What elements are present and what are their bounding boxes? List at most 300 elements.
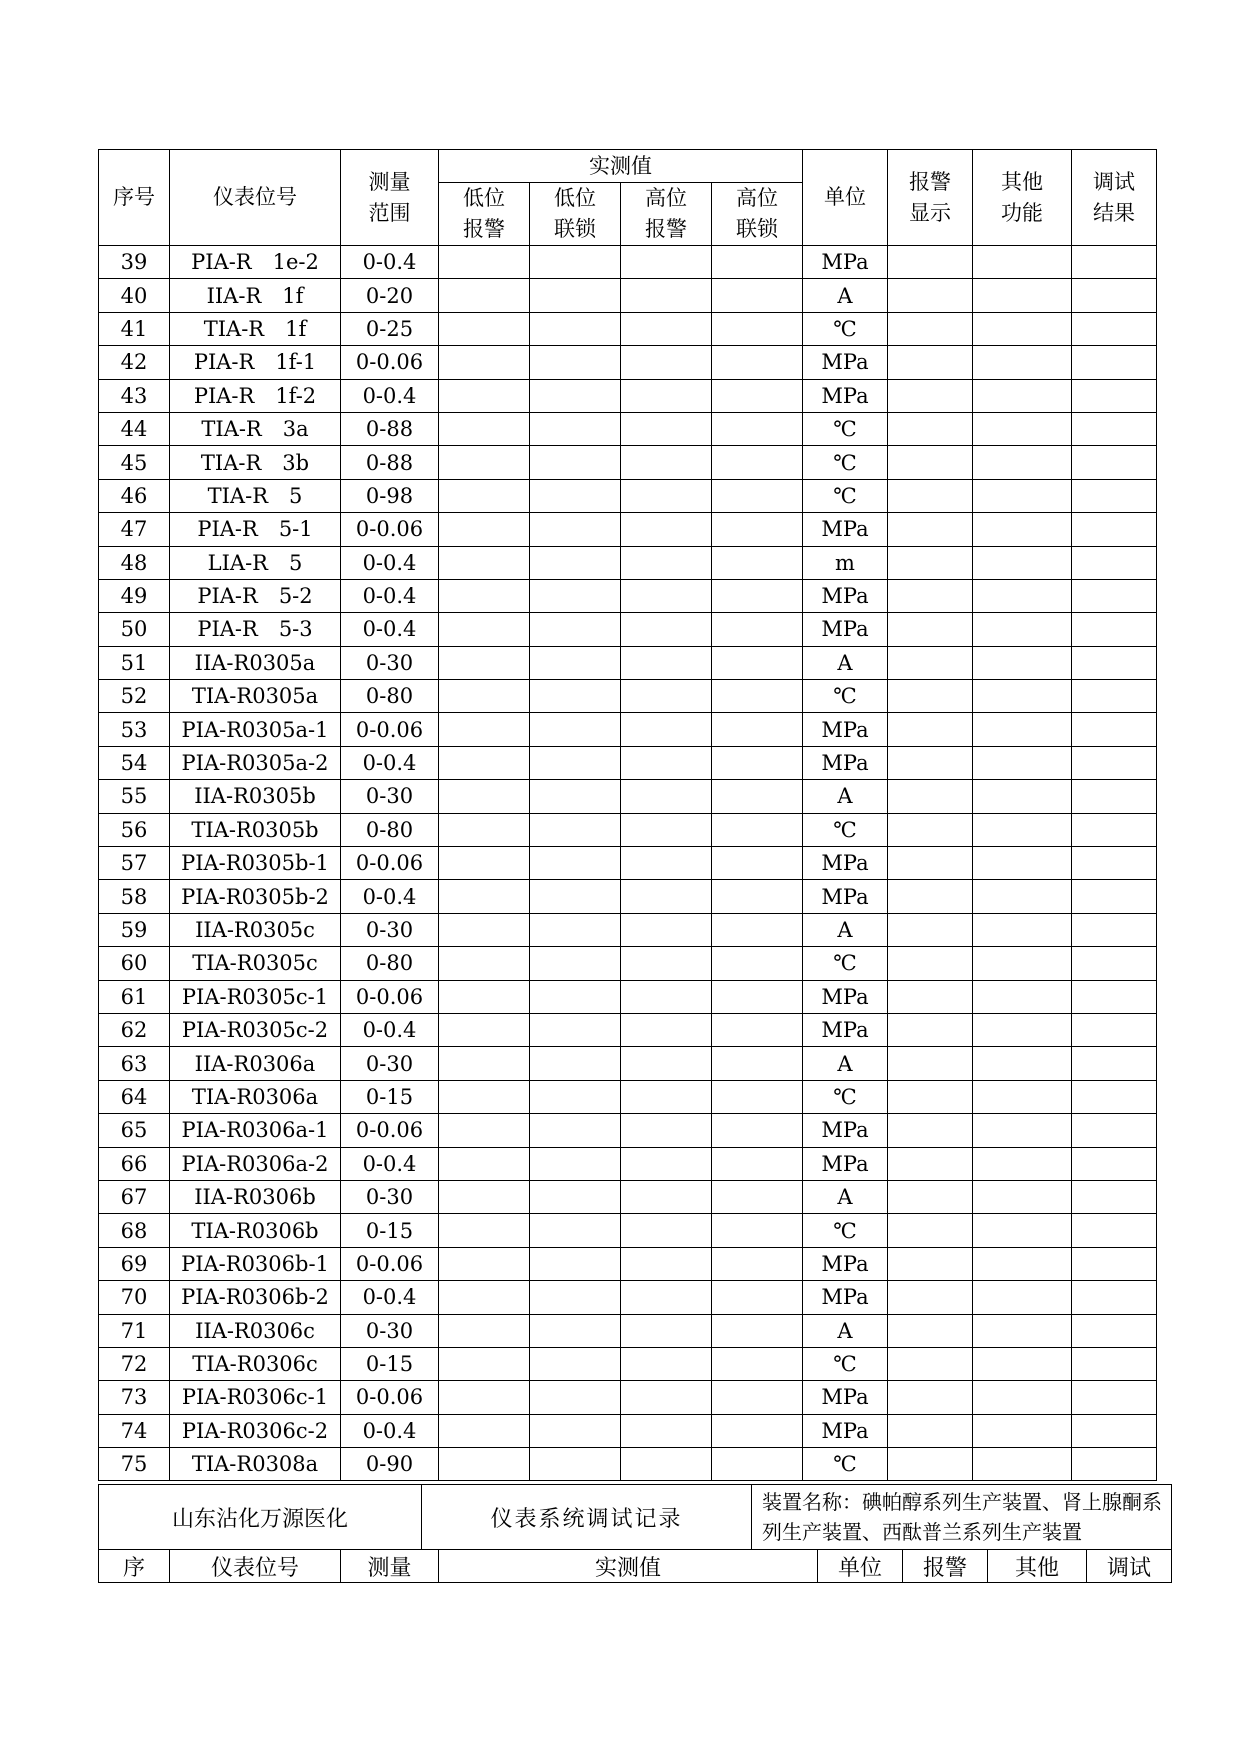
row-high-interlock: [712, 1114, 803, 1147]
row-other: [973, 880, 1072, 913]
row-tag: IIA-R0306a: [170, 1047, 341, 1080]
row-high-alarm: [621, 947, 712, 980]
row-low-interlock: [530, 1147, 621, 1180]
row-alarm-display: [888, 1147, 973, 1180]
row-range: 0-0.06: [341, 713, 439, 746]
row-tag: TIA-R 3b: [170, 446, 341, 479]
row-unit: ℃: [803, 813, 888, 846]
row-seq: 42: [99, 346, 170, 379]
row-high-interlock: [712, 1180, 803, 1213]
row-seq: 66: [99, 1147, 170, 1180]
row-other: [973, 579, 1072, 612]
row-high-interlock: [712, 746, 803, 779]
row-range: 0-0.4: [341, 1147, 439, 1180]
row-unit: ℃: [803, 1347, 888, 1380]
row-low-alarm: [439, 713, 530, 746]
row-other: [973, 379, 1072, 412]
row-low-interlock: [530, 279, 621, 312]
row-range: 0-0.06: [341, 980, 439, 1013]
row-high-interlock: [712, 1214, 803, 1247]
row-high-alarm: [621, 546, 712, 579]
row-seq: 39: [99, 246, 170, 279]
row-result: [1072, 1013, 1157, 1046]
table-row: [99, 813, 1157, 846]
row-range: 0-0.4: [341, 880, 439, 913]
row-tag: PIA-R 5-1: [170, 513, 341, 546]
row-unit: MPa: [803, 1414, 888, 1447]
row-range: 0-90: [341, 1448, 439, 1481]
row-seq: 74: [99, 1414, 170, 1447]
row-high-alarm: [621, 1180, 712, 1213]
row-seq: 50: [99, 613, 170, 646]
row-high-interlock: [712, 713, 803, 746]
footer-title-row: [99, 1485, 1172, 1550]
row-alarm-display: [888, 412, 973, 445]
row-low-alarm: [439, 1147, 530, 1180]
row-high-alarm: [621, 1281, 712, 1314]
table-row: [99, 379, 1157, 412]
row-high-alarm: [621, 746, 712, 779]
row-other: [973, 947, 1072, 980]
row-result: [1072, 346, 1157, 379]
table-row: [99, 546, 1157, 579]
row-seq: 73: [99, 1381, 170, 1414]
row-range: 0-88: [341, 446, 439, 479]
row-high-alarm: [621, 579, 712, 612]
row-alarm-display: [888, 246, 973, 279]
row-seq: 43: [99, 379, 170, 412]
row-other: [973, 446, 1072, 479]
row-result: [1072, 412, 1157, 445]
row-seq: 60: [99, 947, 170, 980]
row-tag: IIA-R0306b: [170, 1180, 341, 1213]
row-range: 0-15: [341, 1080, 439, 1113]
row-result: [1072, 1147, 1157, 1180]
row-low-alarm: [439, 646, 530, 679]
row-result: [1072, 713, 1157, 746]
table-row: [99, 646, 1157, 679]
row-unit: ℃: [803, 312, 888, 345]
row-seq: 53: [99, 713, 170, 746]
row-unit: m: [803, 546, 888, 579]
row-unit: ℃: [803, 446, 888, 479]
row-unit: MPa: [803, 1381, 888, 1414]
row-high-interlock: [712, 1448, 803, 1481]
header-seq: 序号: [99, 150, 170, 246]
row-tag: IIA-R0305a: [170, 646, 341, 679]
footer-result: 调试: [1087, 1550, 1172, 1583]
row-alarm-display: [888, 1314, 973, 1347]
row-result: [1072, 1414, 1157, 1447]
row-unit: ℃: [803, 479, 888, 512]
table-row: [99, 513, 1157, 546]
row-high-interlock: [712, 1013, 803, 1046]
row-other: [973, 546, 1072, 579]
instrument-table: [98, 149, 1157, 1481]
row-alarm-display: [888, 279, 973, 312]
row-other: [973, 1047, 1072, 1080]
row-low-alarm: [439, 579, 530, 612]
row-high-alarm: [621, 813, 712, 846]
row-alarm-display: [888, 1448, 973, 1481]
row-alarm-display: [888, 579, 973, 612]
row-range: 0-0.4: [341, 546, 439, 579]
table-row: [99, 246, 1157, 279]
row-unit: ℃: [803, 680, 888, 713]
row-result: [1072, 1448, 1157, 1481]
row-unit: ℃: [803, 412, 888, 445]
row-seq: 49: [99, 579, 170, 612]
table-row: [99, 913, 1157, 946]
row-unit: A: [803, 279, 888, 312]
row-tag: TIA-R 1f: [170, 312, 341, 345]
row-low-interlock: [530, 847, 621, 880]
row-high-alarm: [621, 246, 712, 279]
row-high-alarm: [621, 1247, 712, 1280]
row-tag: TIA-R0306b: [170, 1214, 341, 1247]
row-low-interlock: [530, 1114, 621, 1147]
row-high-interlock: [712, 880, 803, 913]
row-high-interlock: [712, 1381, 803, 1414]
row-other: [973, 847, 1072, 880]
row-seq: 40: [99, 279, 170, 312]
row-low-alarm: [439, 847, 530, 880]
row-high-interlock: [712, 1080, 803, 1113]
row-low-alarm: [439, 880, 530, 913]
row-result: [1072, 579, 1157, 612]
row-low-alarm: [439, 446, 530, 479]
row-result: [1072, 980, 1157, 1013]
row-high-interlock: [712, 980, 803, 1013]
row-tag: TIA-R 3a: [170, 412, 341, 445]
row-low-interlock: [530, 1381, 621, 1414]
row-range: 0-0.4: [341, 1281, 439, 1314]
row-seq: 47: [99, 513, 170, 546]
row-low-interlock: [530, 646, 621, 679]
table-row: [99, 1114, 1157, 1147]
row-seq: 71: [99, 1314, 170, 1347]
row-low-interlock: [530, 980, 621, 1013]
row-high-alarm: [621, 1114, 712, 1147]
row-high-alarm: [621, 1147, 712, 1180]
table-row: [99, 1214, 1157, 1247]
row-low-alarm: [439, 1281, 530, 1314]
row-high-interlock: [712, 513, 803, 546]
row-low-interlock: [530, 346, 621, 379]
row-tag: PIA-R0305c-1: [170, 980, 341, 1013]
row-low-interlock: [530, 746, 621, 779]
row-other: [973, 412, 1072, 445]
row-result: [1072, 1247, 1157, 1280]
row-low-alarm: [439, 1414, 530, 1447]
row-low-interlock: [530, 1247, 621, 1280]
row-range: 0-88: [341, 412, 439, 445]
row-unit: MPa: [803, 1281, 888, 1314]
row-low-interlock: [530, 1013, 621, 1046]
row-alarm-display: [888, 1414, 973, 1447]
document-title: 仪表系统调试记录: [422, 1485, 752, 1550]
row-alarm-display: [888, 479, 973, 512]
row-tag: TIA-R0305c: [170, 947, 341, 980]
row-high-interlock: [712, 680, 803, 713]
row-high-interlock: [712, 1314, 803, 1347]
row-high-interlock: [712, 246, 803, 279]
table-row: [99, 1448, 1157, 1481]
table-row: [99, 1281, 1157, 1314]
row-range: 0-80: [341, 947, 439, 980]
row-unit: MPa: [803, 880, 888, 913]
row-unit: MPa: [803, 1114, 888, 1147]
header-tag: 仪表位号: [170, 150, 341, 246]
row-high-interlock: [712, 346, 803, 379]
row-unit: A: [803, 780, 888, 813]
table-row: [99, 1013, 1157, 1046]
row-high-alarm: [621, 980, 712, 1013]
row-seq: 72: [99, 1347, 170, 1380]
row-result: [1072, 913, 1157, 946]
row-tag: PIA-R 1e-2: [170, 246, 341, 279]
row-unit: ℃: [803, 947, 888, 980]
footer-seq: 序: [99, 1550, 170, 1583]
row-other: [973, 346, 1072, 379]
row-high-interlock: [712, 1281, 803, 1314]
row-unit: MPa: [803, 847, 888, 880]
row-tag: PIA-R0305b-2: [170, 880, 341, 913]
row-unit: MPa: [803, 613, 888, 646]
row-seq: 63: [99, 1047, 170, 1080]
row-seq: 61: [99, 980, 170, 1013]
header-result: 调试 结果: [1072, 150, 1157, 246]
row-high-alarm: [621, 1448, 712, 1481]
row-low-interlock: [530, 913, 621, 946]
row-low-alarm: [439, 913, 530, 946]
row-other: [973, 1214, 1072, 1247]
table-row: [99, 346, 1157, 379]
row-alarm-display: [888, 847, 973, 880]
row-other: [973, 1080, 1072, 1113]
row-alarm-display: [888, 713, 973, 746]
row-result: [1072, 813, 1157, 846]
row-low-alarm: [439, 379, 530, 412]
row-low-alarm: [439, 1314, 530, 1347]
table-row: [99, 980, 1157, 1013]
row-seq: 46: [99, 479, 170, 512]
row-low-interlock: [530, 1047, 621, 1080]
row-seq: 70: [99, 1281, 170, 1314]
row-high-alarm: [621, 1214, 712, 1247]
row-unit: MPa: [803, 1013, 888, 1046]
row-range: 0-0.06: [341, 513, 439, 546]
footer-unit: 单位: [818, 1550, 903, 1583]
row-low-alarm: [439, 1114, 530, 1147]
row-tag: PIA-R0305a-2: [170, 746, 341, 779]
row-high-interlock: [712, 1247, 803, 1280]
row-range: 0-30: [341, 1180, 439, 1213]
table-row: [99, 1347, 1157, 1380]
row-low-alarm: [439, 1347, 530, 1380]
row-low-alarm: [439, 1013, 530, 1046]
row-result: [1072, 1214, 1157, 1247]
table-row: [99, 713, 1157, 746]
row-result: [1072, 947, 1157, 980]
row-tag: PIA-R 5-3: [170, 613, 341, 646]
row-low-alarm: [439, 1214, 530, 1247]
row-unit: MPa: [803, 980, 888, 1013]
row-other: [973, 479, 1072, 512]
row-low-alarm: [439, 1448, 530, 1481]
row-high-alarm: [621, 613, 712, 646]
row-range: 0-20: [341, 279, 439, 312]
row-alarm-display: [888, 1214, 973, 1247]
table-row: [99, 412, 1157, 445]
row-alarm-display: [888, 1047, 973, 1080]
header-high-alarm: 高位 报警: [621, 183, 712, 246]
row-high-interlock: [712, 446, 803, 479]
row-alarm-display: [888, 312, 973, 345]
row-low-alarm: [439, 412, 530, 445]
row-result: [1072, 479, 1157, 512]
footer-measured: 实测值: [439, 1550, 818, 1583]
row-high-interlock: [712, 646, 803, 679]
row-alarm-display: [888, 513, 973, 546]
row-high-interlock: [712, 1147, 803, 1180]
row-other: [973, 1247, 1072, 1280]
company-name: 山东沾化万源医化: [99, 1485, 422, 1550]
table-header-row: [99, 150, 1157, 183]
table-row: [99, 947, 1157, 980]
row-alarm-display: [888, 346, 973, 379]
row-low-alarm: [439, 813, 530, 846]
row-high-interlock: [712, 1047, 803, 1080]
row-tag: PIA-R0306b-1: [170, 1247, 341, 1280]
row-other: [973, 279, 1072, 312]
table-row: [99, 1414, 1157, 1447]
table-row: [99, 579, 1157, 612]
table-row: [99, 847, 1157, 880]
row-low-alarm: [439, 346, 530, 379]
row-low-interlock: [530, 446, 621, 479]
row-result: [1072, 513, 1157, 546]
row-range: 0-0.4: [341, 246, 439, 279]
row-high-alarm: [621, 1047, 712, 1080]
row-other: [973, 980, 1072, 1013]
row-range: 0-0.4: [341, 746, 439, 779]
row-other: [973, 1347, 1072, 1380]
row-result: [1072, 246, 1157, 279]
row-high-alarm: [621, 1347, 712, 1380]
row-range: 0-30: [341, 1047, 439, 1080]
row-range: 0-30: [341, 913, 439, 946]
row-seq: 58: [99, 880, 170, 913]
row-other: [973, 312, 1072, 345]
row-alarm-display: [888, 913, 973, 946]
row-range: 0-0.4: [341, 379, 439, 412]
row-low-alarm: [439, 1080, 530, 1113]
table-row: [99, 880, 1157, 913]
row-seq: 45: [99, 446, 170, 479]
table-row: [99, 1247, 1157, 1280]
row-other: [973, 1180, 1072, 1213]
row-result: [1072, 646, 1157, 679]
row-high-interlock: [712, 579, 803, 612]
row-alarm-display: [888, 1381, 973, 1414]
row-other: [973, 1381, 1072, 1414]
row-high-interlock: [712, 780, 803, 813]
row-other: [973, 246, 1072, 279]
row-low-interlock: [530, 379, 621, 412]
row-result: [1072, 1047, 1157, 1080]
row-high-alarm: [621, 1013, 712, 1046]
row-range: 0-0.4: [341, 613, 439, 646]
row-high-interlock: [712, 1347, 803, 1380]
table-row: [99, 1381, 1157, 1414]
row-alarm-display: [888, 780, 973, 813]
row-low-interlock: [530, 1314, 621, 1347]
row-unit: A: [803, 913, 888, 946]
row-alarm-display: [888, 1347, 973, 1380]
row-range: 0-15: [341, 1214, 439, 1247]
row-other: [973, 746, 1072, 779]
row-other: [973, 613, 1072, 646]
row-tag: TIA-R0305a: [170, 680, 341, 713]
row-alarm-display: [888, 646, 973, 679]
row-result: [1072, 613, 1157, 646]
footer-table: [98, 1484, 1172, 1583]
table-row: [99, 479, 1157, 512]
footer-range: 测量: [341, 1550, 439, 1583]
row-low-alarm: [439, 246, 530, 279]
row-alarm-display: [888, 880, 973, 913]
row-result: [1072, 279, 1157, 312]
row-range: 0-0.06: [341, 1247, 439, 1280]
row-high-alarm: [621, 1314, 712, 1347]
row-other: [973, 1314, 1072, 1347]
row-high-alarm: [621, 680, 712, 713]
row-range: 0-0.4: [341, 1414, 439, 1447]
row-tag: PIA-R0305c-2: [170, 1013, 341, 1046]
row-high-interlock: [712, 546, 803, 579]
row-seq: 59: [99, 913, 170, 946]
row-other: [973, 513, 1072, 546]
row-other: [973, 780, 1072, 813]
row-range: 0-0.06: [341, 346, 439, 379]
row-seq: 51: [99, 646, 170, 679]
row-low-interlock: [530, 780, 621, 813]
row-high-alarm: [621, 513, 712, 546]
row-low-interlock: [530, 813, 621, 846]
row-high-interlock: [712, 613, 803, 646]
row-low-interlock: [530, 546, 621, 579]
table-row: [99, 1314, 1157, 1347]
row-unit: A: [803, 646, 888, 679]
row-result: [1072, 746, 1157, 779]
row-seq: 54: [99, 746, 170, 779]
row-high-alarm: [621, 412, 712, 445]
row-tag: IIA-R0305b: [170, 780, 341, 813]
row-tag: LIA-R 5: [170, 546, 341, 579]
row-alarm-display: [888, 446, 973, 479]
row-result: [1072, 1114, 1157, 1147]
row-high-interlock: [712, 847, 803, 880]
row-result: [1072, 446, 1157, 479]
row-result: [1072, 1381, 1157, 1414]
row-seq: 52: [99, 680, 170, 713]
row-high-alarm: [621, 279, 712, 312]
row-seq: 55: [99, 780, 170, 813]
row-range: 0-0.4: [341, 1013, 439, 1046]
row-unit: MPa: [803, 346, 888, 379]
footer-other: 其他: [988, 1550, 1087, 1583]
